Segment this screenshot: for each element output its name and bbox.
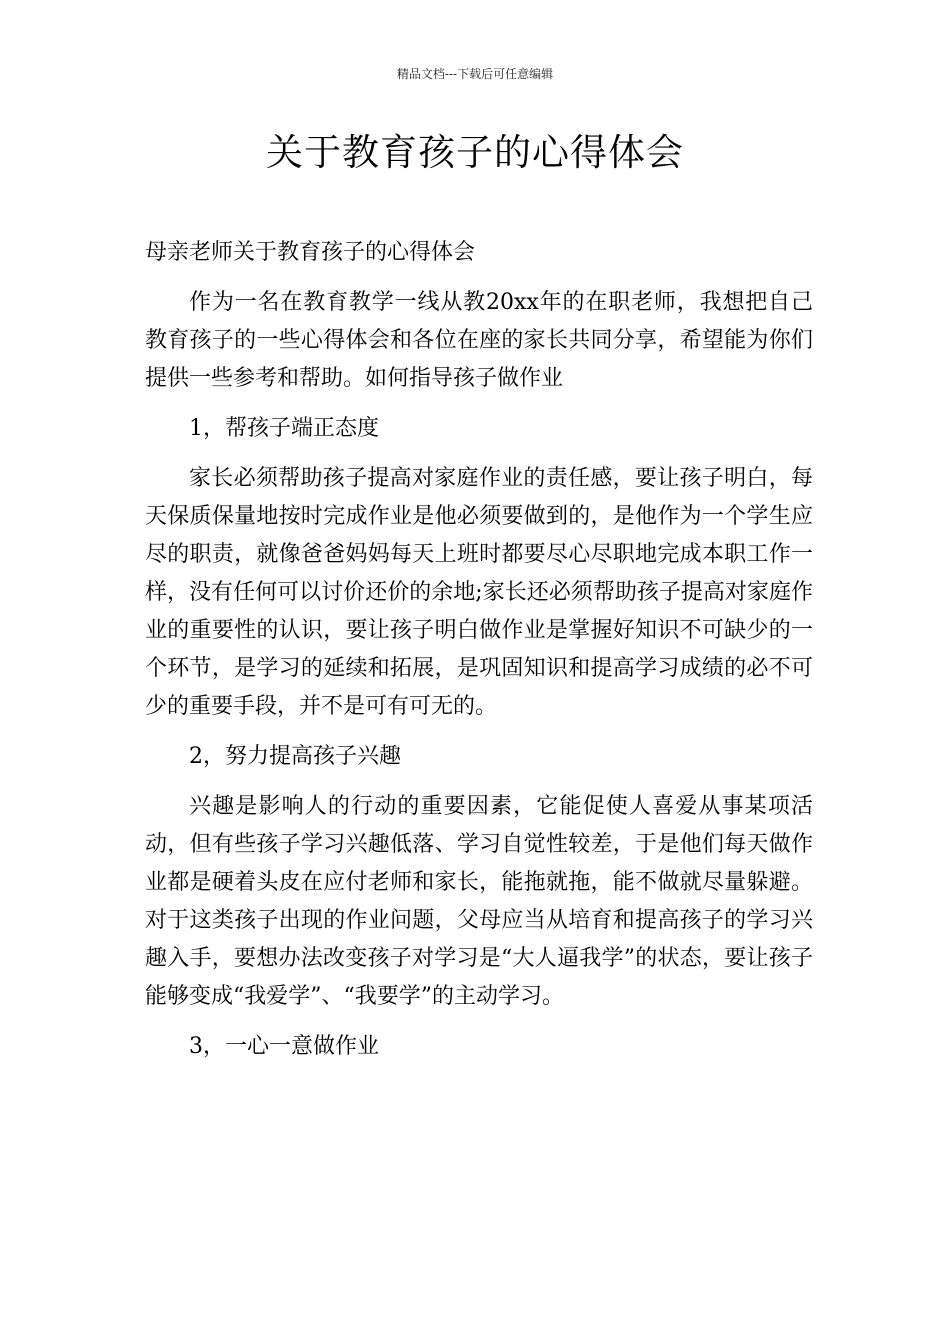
spacer <box>145 272 813 284</box>
document-body <box>145 234 813 1066</box>
header-note: 精品文档---下载后可任意编辑 <box>396 67 554 81</box>
paragraph-attitude: 家长必须帮助孩子提高对家庭作业的责任感，要让孩子明白，每天保质保量地按时完成作业是他必须要做到的，是他作为一个学生应尽的职责，就像爸爸妈妈每天上班时都要尽心尽职地完成本职工作一样，没有任何可以讨价还价的余地;家长还必须帮助孩子提高对家庭作业的重要性的认识，要让孩子明白做作业是掌握好知识不可缺少的一个环节，是学习的延续和拓展，是巩固知识和提高学习成绩的必不可少的重要手段，并不是可有可无的。 <box>145 466 813 719</box>
paragraph-intro: 作为一名在教育教学一线从教20xx年的在职老师，我想把自己教育孩子的一些心得体会和各位在座的家长共同分享，希望能为你们提供一些参考和帮助。如何指导孩子做作业 <box>145 290 813 391</box>
document-title: 关于教育孩子的心得体会 <box>266 131 684 174</box>
section-heading-2: 2，努力提高孩子兴趣 <box>189 744 401 769</box>
paragraph-interest: 兴趣是影响人的行动的重要因素，它能促使人喜爱从事某项活动，但有些孩子学习兴趣低落、学习自觉性较差，于是他们每天做作业都是硬着头皮在应付老师和家长，能拖就拖，能不做就尽量躲避。对于这类孩子出现的作业问题，父母应当从培育和提高孩子的学习兴趣入手，要想办法改变孩子对学习是“大人逼我学”的状态，要让孩子能够变成“我爱学”、“我要学”的主动学习。 <box>145 794 813 1009</box>
section-heading-3: 3，一心一意做作业 <box>189 1034 379 1059</box>
section-heading-1: 1，帮孩子端正态度 <box>189 416 379 441</box>
spacer <box>145 1016 813 1028</box>
spacer <box>145 776 813 788</box>
spacer <box>145 448 813 460</box>
document-subtitle: 母亲老师关于教育孩子的心得体会 <box>145 240 476 265</box>
spacer <box>145 726 813 738</box>
spacer <box>145 398 813 410</box>
